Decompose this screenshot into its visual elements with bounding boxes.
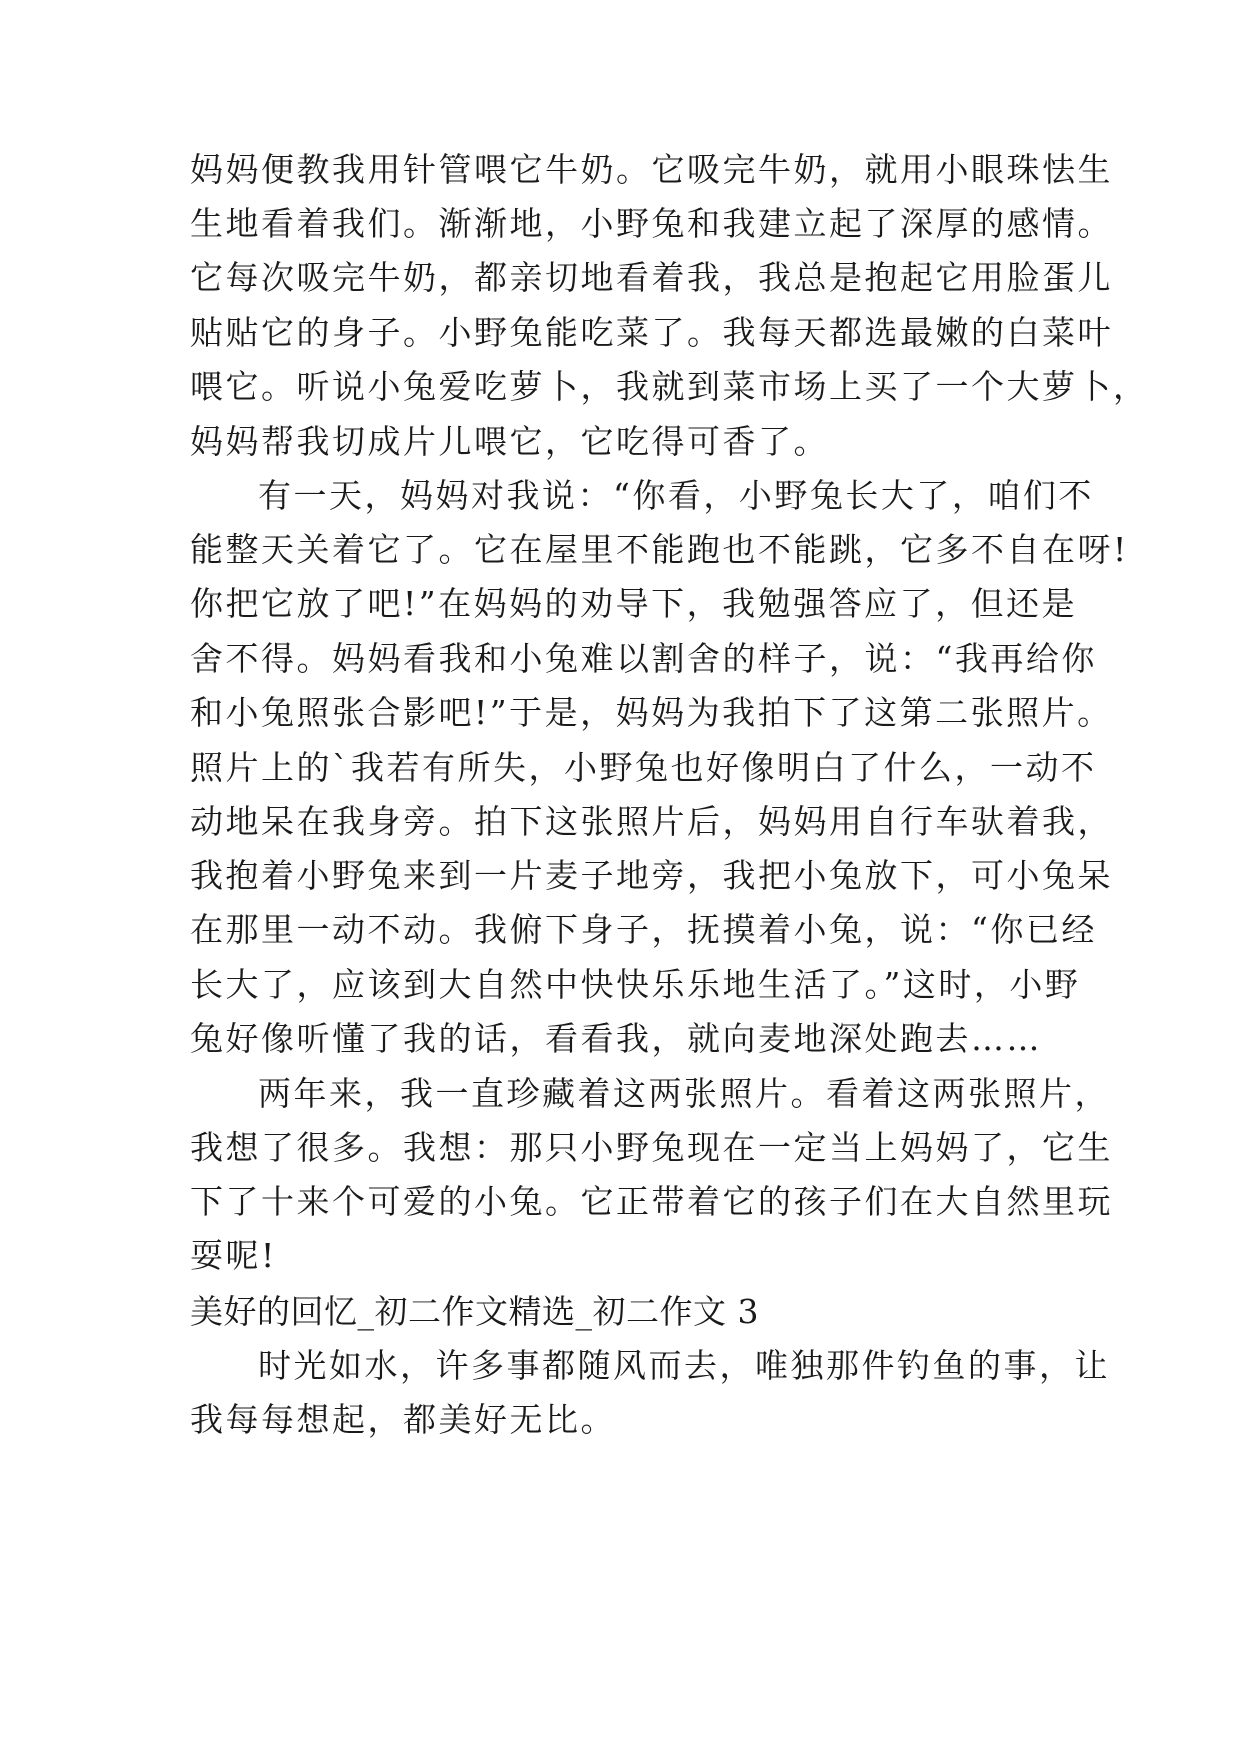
paragraph-line: 耍呢! [190, 1236, 277, 1275]
paragraph-line: 在那里一动不动。我俯下身子，抚摸着小兔，说：“你已经 [190, 910, 1097, 949]
paragraph-line: 妈妈帮我切成片儿喂它，它吃得可香了。 [190, 422, 829, 461]
paragraph-line: 和小兔照张合影吧!”于是，妈妈为我拍下了这第二张照片。 [190, 693, 1113, 732]
paragraph-line: 动地呆在我身旁。拍下这张照片后，妈妈用自行车驮着我， [190, 802, 1113, 841]
paragraph-line: 能整天关着它了。它在屋里不能跑也不能跳，它多不自在呀! [190, 530, 1129, 569]
paragraph-line: 喂它。听说小兔爱吃萝卜，我就到菜市场上买了一个大萝卜， [190, 367, 1149, 406]
paragraph-line: 我每每想起，都美好无比。 [190, 1400, 616, 1439]
paragraph-line: 兔好像听懂了我的话，看看我，就向麦地深处跑去…… [190, 1019, 1042, 1058]
paragraph-line: 时光如水，许多事都随风而去，唯独那件钓鱼的事，让 [258, 1346, 1110, 1385]
paragraph-line: 它每次吸完牛奶，都亲切地看着我，我总是抱起它用脸蛋儿 [190, 258, 1113, 297]
paragraph-line: 两年来，我一直珍藏着这两张照片。看着这两张照片， [258, 1074, 1110, 1113]
section-heading: 美好的回忆_初二作文精选_初二作文 3 [190, 1292, 759, 1331]
paragraph-line: 有一天，妈妈对我说：“你看，小野兔长大了，咱们不 [258, 476, 1094, 515]
paragraph-line: 下了十来个可爱的小兔。它正带着它的孩子们在大自然里玩 [190, 1182, 1113, 1221]
paragraph-line: 我抱着小野兔来到一片麦子地旁，我把小兔放下，可小兔呆 [190, 856, 1113, 895]
paragraph-line: 生地看着我们。渐渐地，小野兔和我建立起了深厚的感情。 [190, 204, 1113, 243]
paragraph-line: 贴贴它的身子。小野兔能吃菜了。我每天都选最嫩的白菜叶 [190, 313, 1113, 352]
paragraph-line: 长大了，应该到大自然中快快乐乐地生活了。”这时，小野 [190, 965, 1081, 1004]
paragraph-line: 照片上的`我若有所失，小野兔也好像明白了什么，一动不 [190, 748, 1097, 787]
paragraph-line: 妈妈便教我用针管喂它牛奶。它吸完牛奶，就用小眼珠怯生 [190, 150, 1113, 189]
paragraph-line: 舍不得。妈妈看我和小兔难以割舍的样子，说：“我再给你 [190, 639, 1097, 678]
paragraph-line: 你把它放了吧!”在妈妈的劝导下，我勉强答应了，但还是 [190, 584, 1078, 623]
paragraph-line: 我想了很多。我想：那只小野兔现在一定当上妈妈了，它生 [190, 1128, 1113, 1167]
